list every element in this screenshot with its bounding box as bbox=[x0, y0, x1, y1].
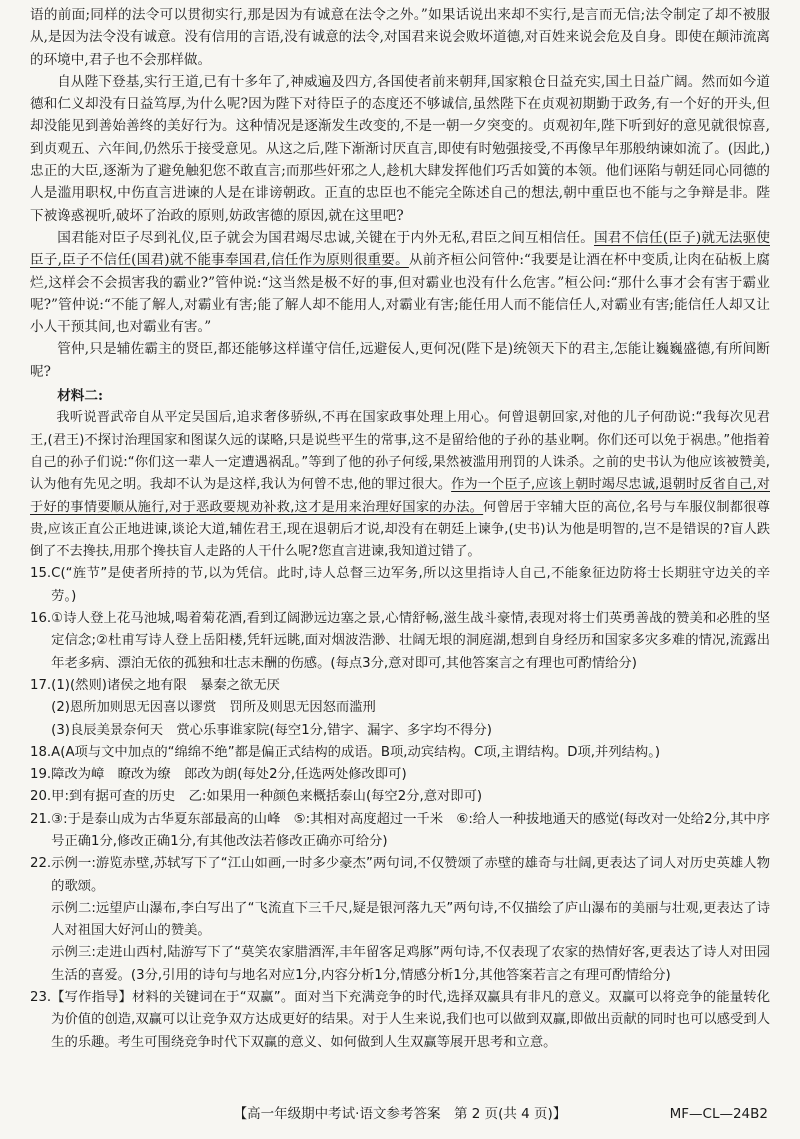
question-number: 22. bbox=[30, 856, 52, 872]
question-number: 17. bbox=[30, 677, 52, 693]
answer-text: 障改为嶂 瞭改为缭 郎改为朗(每处2分,任选两处修改即可) bbox=[51, 767, 407, 783]
answer-text: ③:于是泰山成为古华夏东部最高的山峰 ⑤:其相对高度超过一千米 ⑥:给人一种拔地通天的感觉(每改对一处给2分,其中序号正确1分,修改正确1分,有其他改法若修改正确亦可给分) bbox=[51, 811, 770, 849]
answer-text bbox=[51, 853, 770, 987]
question-number: 19. bbox=[30, 767, 52, 783]
passage-paragraph-0: 语的前面;同样的法令可以贯彻实行,那是因为有诚意在法令之外。”如果话说出来却不实行,是言而无信;法令制定了却不被服从,是因为法令没有诚意。没有信用的言语,没有诚意的法令,对国君来说会败坏道德,对百姓来说会危及自身。即使在颠沛流离的环境中,君子也不会那样做。 bbox=[30, 7, 770, 68]
answer-18 bbox=[30, 742, 770, 764]
question-number: 21. bbox=[30, 811, 52, 827]
underlined-sentence: 作为一个臣子,应该上朝时竭尽忠诚,退朝时反省自己,对于好的事情要顺从施行,对于恶政要规劝补救,这才是用来治理好国家的办法。 bbox=[30, 477, 770, 515]
passage-text: 国君能对臣子尽到礼仪,臣子就会为国君竭尽忠诚,关键在于内外无私,君臣之间互相信任。 bbox=[57, 229, 594, 246]
material-two-heading: 材料二: bbox=[57, 388, 103, 405]
answer-line: 示例二:远望庐山瀑布,李白写出了“飞流直下三千尺,疑是银河落九天”两句诗,不仅描绘了庐山瀑布的美丽与壮观,更表达了诗人对祖国大好河山的赞美。 bbox=[51, 900, 770, 939]
answer-text: ①诗人登上花马池城,喝着菊花酒,看到辽阔渺远边塞之景,心情舒畅,滋生战斗豪情,表现对将士们英勇善战的赞美和必胜的坚定信念;②杜甫写诗人登上岳阳楼,凭轩远眺,面对烟波浩渺、壮阔无垠的洞庭湖,想到自身经历和国家多灾多难的情况,流露出年老多病、漂泊无依的孤独和壮志未酬的伤感。(每点3分,意对即可,其他答案言之有理也可酌情给分) bbox=[51, 611, 770, 671]
answer-line: 示例三:走进山西村,陆游写下了“莫笑农家腊酒浑,丰年留客足鸡豚”两句诗,不仅表现了农家的热情好客,更表达了诗人对田园生活的喜爱。(3分,引用的诗句与地名对应1分,内容分析1分,情感分析1分,其他答案若言之有理可酌情给分) bbox=[51, 945, 770, 983]
answer-line: (1)(然则)诸侯之地有限 暴秦之欲无厌 bbox=[51, 677, 280, 693]
answer-text bbox=[51, 675, 770, 742]
passage-paragraph-3: 管仲,只是辅佐霸主的贤臣,都还能够这样谨守信任,远避佞人,更何况(陛下是)统领天下的君主,怎能让巍巍盛德,有所间断呢? bbox=[30, 341, 770, 380]
question-number: 23. bbox=[30, 990, 52, 1006]
question-number: 16. bbox=[30, 611, 52, 627]
passage-paragraph-2 bbox=[30, 227, 770, 338]
underlined-sentence: 国君不信任(臣子)就无法驱使臣子,臣子不信任(国君)就不能事奉国君,信任作为原则很重要。 bbox=[30, 229, 770, 269]
question-number: 20. bbox=[30, 789, 52, 805]
answer-19 bbox=[30, 764, 770, 786]
answer-line: (2)恩所加则思无因喜以谬赏 罚所及则思无因怒而滥刑 bbox=[51, 700, 376, 716]
passage-text: 从前齐桓公问管仲:“我要是让酒在杯中变质,让肉在砧板上腐烂,这样会不会损害我的霸业?”管仲说:“这当然是极不好的事,但对霸业也没有什么危害。”桓公问:“那什么事才会有害于霸业呢?”管仲说:“不能了解人,对霸业有害;能了解人却不能用人,对霸业有害;能任用人而不能信任人,对霸业有害;能信任人却又让小人干预其间,也对霸业有害。” bbox=[30, 252, 770, 336]
answer-text: 【写作指导】材料的关键词在于“双赢”。面对当下充满竞争的时代,选择双赢具有非凡的意义。双赢可以将竞争的能量转化为价值的创造,双赢可以让竞争双方达成更好的结果。对于人生来说,我们也可以做到双赢,即做出贡献的同时也可以感受到人生的乐趣。考生可围绕竞争时代下双赢的意义、如何做到人生双赢等展开思考和立意。 bbox=[51, 990, 770, 1050]
answer-23 bbox=[30, 987, 770, 1054]
answer-20 bbox=[30, 786, 770, 808]
footer-code: MF—CL—24B2 bbox=[669, 1106, 768, 1122]
answer-text: C(“旌节”是使者所持的节,以为凭信。此时,诗人总督三边军务,所以这里指诗人自己,不能象征边防将士长期驻守边关的辛劳。) bbox=[51, 566, 770, 604]
answer-text: A(A项与文中加点的“绵绵不绝”都是偏正式结构的成语。B项,动宾结构。C项,主谓结构。D项,并列结构。) bbox=[51, 744, 661, 760]
answer-line: 示例一:游览赤壁,苏轼写下了“江山如画,一时多少豪杰”两句词,不仅赞颂了赤壁的雄奇与壮阔,更表达了词人对历史英雄人物的歌颂。 bbox=[51, 856, 770, 894]
answer-text: 甲:到有据可查的历史 乙:如果用一种颜色来概括泰山(每空2分,意对即可) bbox=[51, 789, 483, 805]
question-number: 18. bbox=[30, 744, 52, 760]
answer-17 bbox=[30, 675, 770, 742]
question-number: 15. bbox=[30, 566, 52, 582]
passage-paragraph-1: 自从陛下登基,实行王道,已有十多年了,神威遍及四方,各国使者前来朝拜,国家粮仓日益充实,国土日益广阔。然而如今道德和仁义却没有日益笃厚,为什么呢?因为陛下对待臣子的态度还不够诚信,虽然陛下在贞观初期勤于政务,有一个好的开头,但却没能见到善始善终的美好行为。这种情况是逐渐发生改变的,不是一朝一夕突变的。贞观初年,陛下听到好的意见就很惊喜,到贞观五、六年间,仍然乐于接受意见。从这之后,陛下渐渐讨厌直言,即使有时勉强接受,不再像早年那般纳谏如流了。(因此,)忠正的大臣,逐渐为了避免触犯您不敢直言;而那些奸邪之人,趁机大肆发挥他们巧舌如簧的本领。他们诬陷与朝廷同心同德的人是滥用职权,中伤直言进谏的人是在诽谤朝政。正直的忠臣也不能完全陈述自己的想法,朝中重臣也不能与之争辩是非。陛下被谗惑视听,破坏了治政的原则,妨政害德的原因,就在这里吧? bbox=[30, 73, 770, 224]
material-text: 我听说晋武帝自从平定吴国后,追求奢侈骄纵,不再在国家政事处理上用心。何曾退朝回家,对他的儿子何劭说:“我每次见君王,(君王)不探讨治理国家和图谋久远的谋略,只是说些平生的常事,这不是留给他的子孙的基业啊。你们还可以免于祸患。”他指着自己的孙子们说:“你们这一辈人一定遭遇祸乱。”等到了他的孙子何绥,果然被滥用刑罚的人诛杀。之前的史书认为他应该被赞美,认为他有先见之明。我却不认为是这样,我认为何曾不忠,他的罪过很大。 bbox=[30, 410, 770, 493]
footer-title: 【高一年级期中考试·语文参考答案 第 2 页(共 4 页)】 bbox=[233, 1106, 567, 1122]
answer-22 bbox=[30, 853, 770, 987]
page-content bbox=[30, 4, 770, 1054]
answer-16 bbox=[30, 608, 770, 675]
answer-15 bbox=[30, 563, 770, 608]
answer-line: (3)良辰美景奈何天 赏心乐事谁家院(每空1分,错字、漏字、多字均不得分) bbox=[51, 722, 492, 738]
answer-21 bbox=[30, 809, 770, 854]
material-text: 何曾居于宰辅大臣的高位,名号与车服仪制都很尊贵,应该正直公正地进谏,谈论大道,辅佐君王,现在退朝后才说,却没有在朝廷上谏争,(史书)认为他是明智的,岂不是错误的?盲人跌倒了不去搀扶,用那个搀扶盲人走路的人干什么呢?您直言进谏,我知道过错了。 bbox=[30, 499, 770, 560]
material-two-paragraph bbox=[30, 407, 770, 563]
answer-list bbox=[30, 563, 770, 1054]
